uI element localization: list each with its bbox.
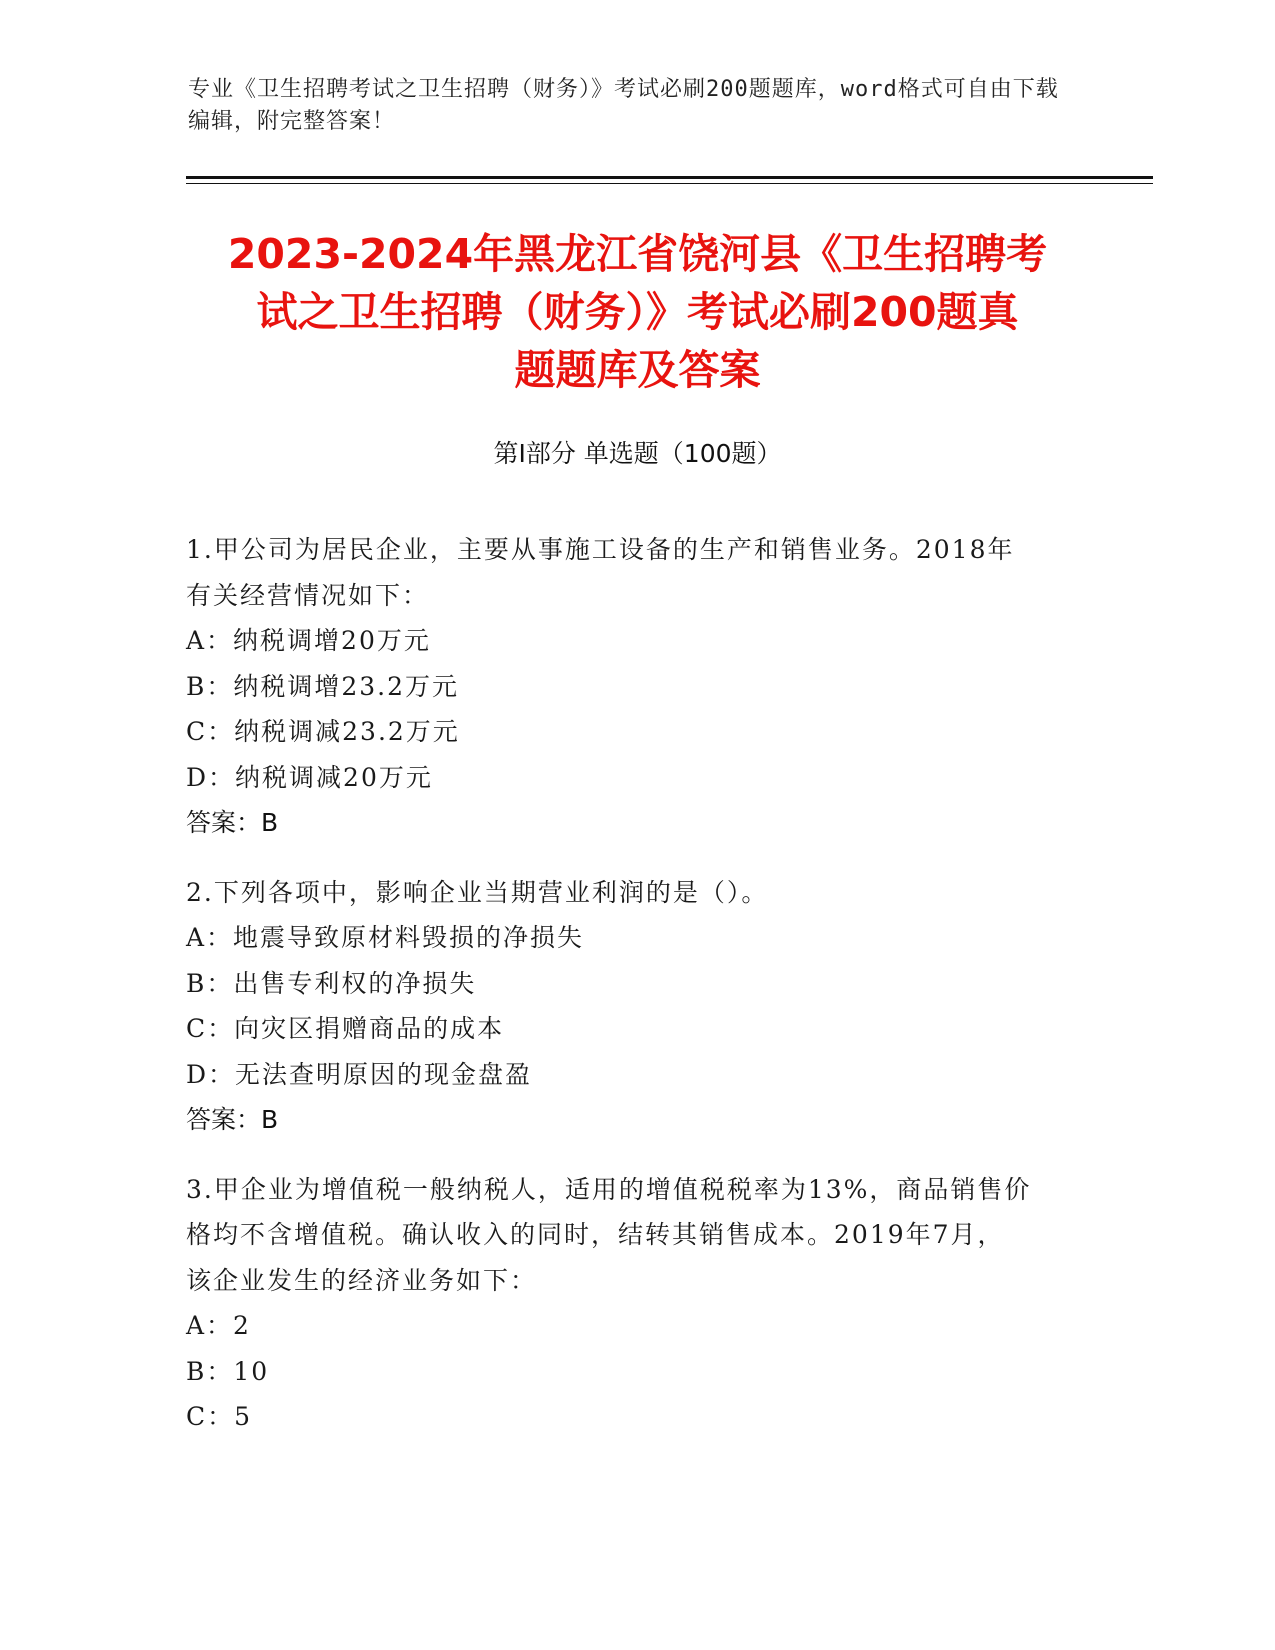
question-stem-line: 3.甲企业为增值税一般纳税人，适用的增值税税率为13%，商品销售价 bbox=[186, 1174, 1032, 1204]
question-stem-line: 格均不含增值税。确认收入的同时，结转其销售成本。2019年7月， bbox=[186, 1220, 1005, 1249]
option-c: C：纳税调减23.2万元 bbox=[186, 717, 460, 746]
question-3 bbox=[186, 1167, 1086, 1440]
option-b: B：纳税调增23.2万元 bbox=[186, 671, 460, 701]
header-note: 专业《卫生招聘考试之卫生招聘（财务）》考试必刷200题题库，word格式可自由下载编辑，附完整答案！ bbox=[188, 77, 1059, 134]
question-stem-line: 1.甲公司为居民企业，主要从事施工设备的生产和销售业务。2018年 bbox=[186, 535, 1015, 564]
header-rule-thick bbox=[186, 176, 1153, 179]
option-d: D：无法查明原因的现金盘盈 bbox=[186, 1059, 533, 1089]
document-title bbox=[150, 225, 1125, 399]
question-stem-line: 2.下列各项中，影响企业当期营业利润的是（）。 bbox=[186, 877, 769, 907]
section-title: 第Ⅰ部分 单选题（100题） bbox=[493, 439, 782, 468]
question-stem-line: 该企业发生的经济业务如下： bbox=[186, 1265, 538, 1295]
question-list bbox=[186, 527, 1086, 1464]
option-c: C：5 bbox=[186, 1402, 253, 1431]
question-stem-line: 有关经营情况如下： bbox=[186, 580, 430, 610]
option-a: A：地震导致原材料毁损的净损失 bbox=[186, 923, 585, 952]
option-a: A：2 bbox=[186, 1311, 251, 1340]
question-1 bbox=[186, 527, 1086, 846]
title-line: 题题库及答案 bbox=[514, 346, 761, 394]
option-b: B：出售专利权的净损失 bbox=[186, 968, 477, 998]
answer: 答案：B bbox=[186, 1105, 279, 1134]
title-line: 2023-2024年黑龙江省饶河县《卫生招聘考 bbox=[227, 230, 1048, 278]
question-2 bbox=[186, 870, 1086, 1143]
answer: 答案：B bbox=[186, 808, 279, 837]
option-d: D：纳税调减20万元 bbox=[186, 762, 433, 792]
option-b: B：10 bbox=[186, 1356, 270, 1386]
title-line: 试之卫生招聘（财务）》考试必刷200题真 bbox=[256, 288, 1019, 336]
option-c: C：向灾区捐赠商品的成本 bbox=[186, 1014, 505, 1043]
header-rule-thin bbox=[186, 183, 1153, 184]
option-a: A：纳税调增20万元 bbox=[186, 626, 431, 655]
